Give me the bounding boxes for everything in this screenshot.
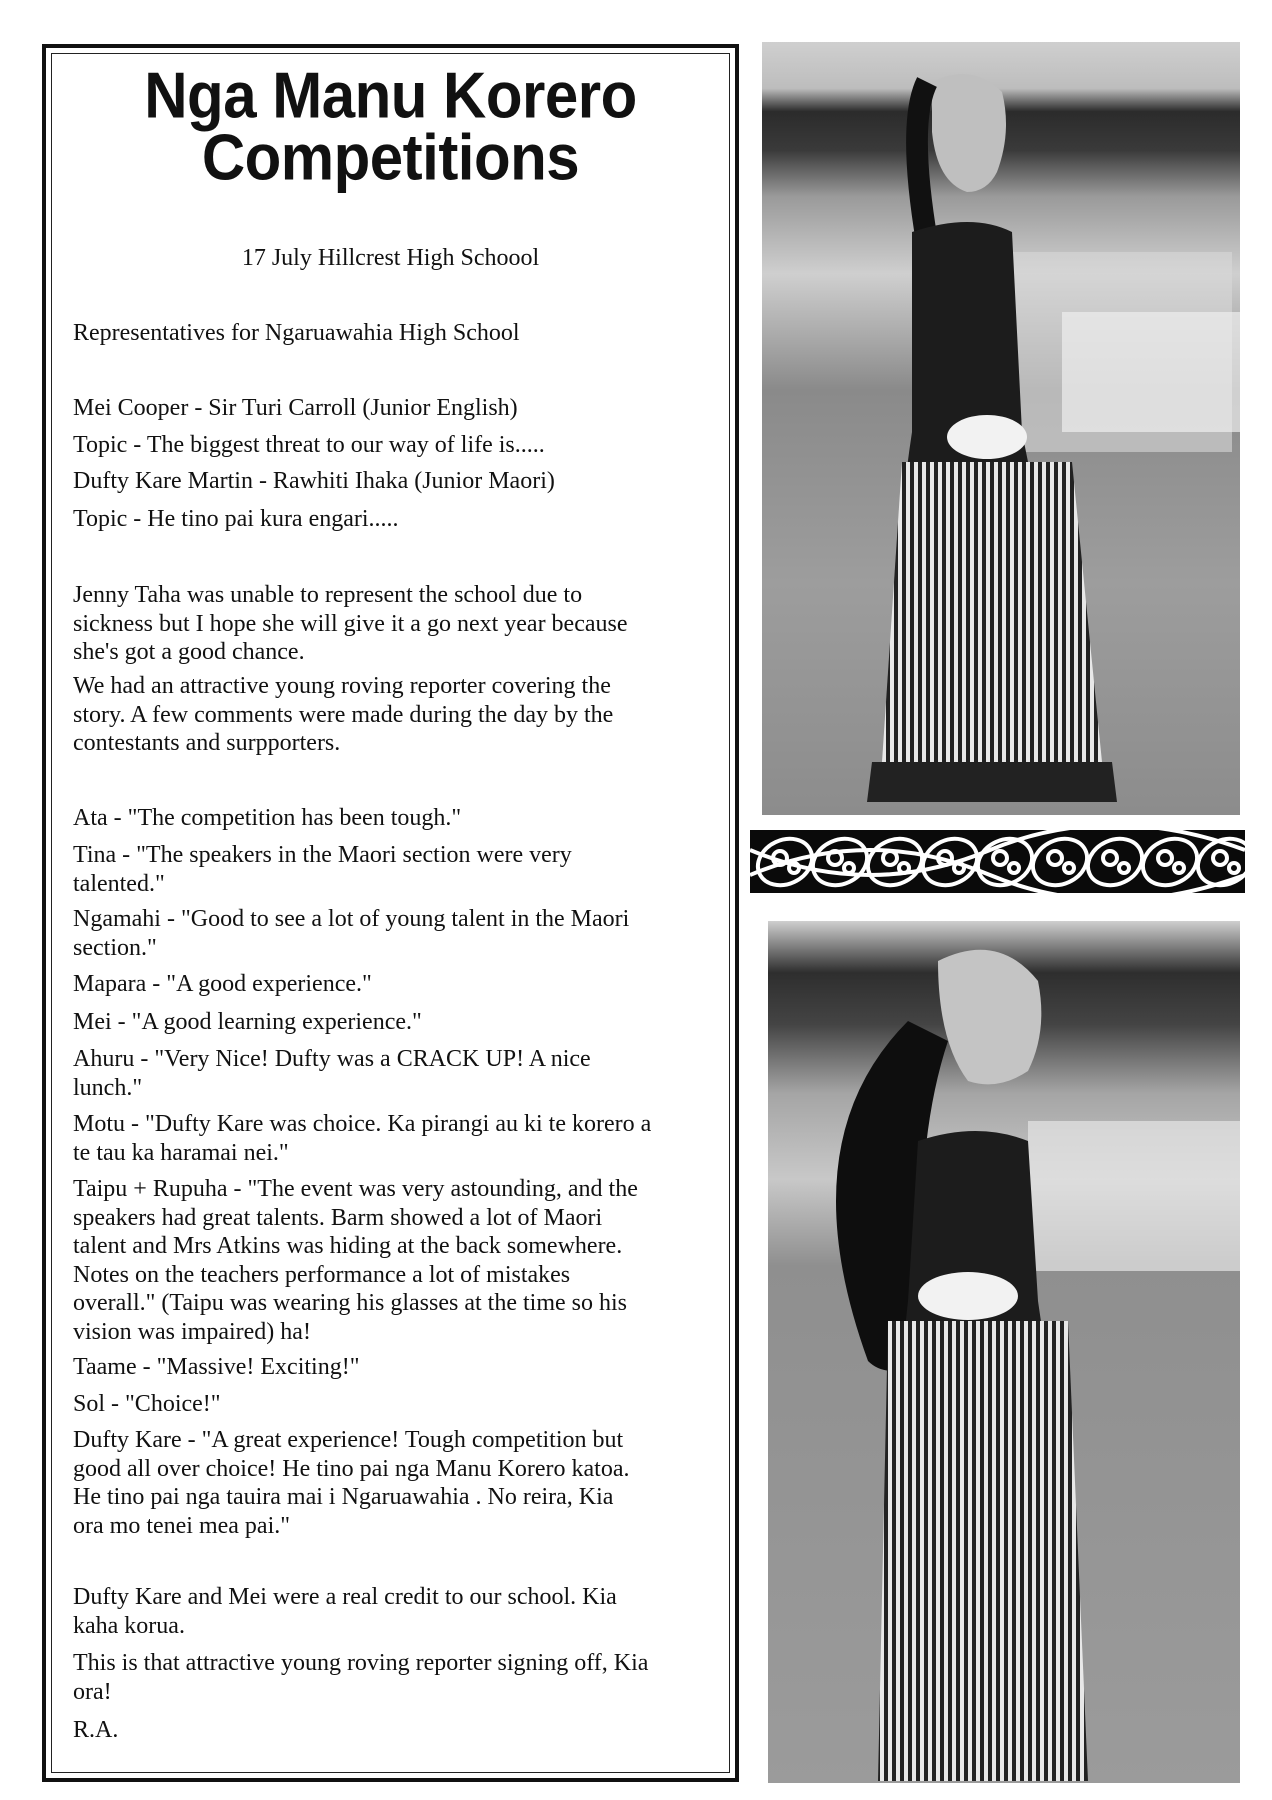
- paragraph-line: Dufty Kare and Mei were a real credit to our school. Kia: [73, 1584, 617, 1610]
- paragraph-line: Notes on the teachers performance a lot of mistakes: [73, 1261, 571, 1288]
- paragraph-line: Representatives for Ngaruawahia High School: [73, 320, 520, 346]
- article-paragraph: [73, 1426, 629, 1540]
- paragraph-line: contestants and surpporters.: [73, 730, 341, 756]
- paragraph-line: Ngamahi - "Good to see a lot of young talent in the Maori: [73, 906, 630, 932]
- paragraph-line: overall." (Taipu was wearing his glasses at the time so his: [73, 1290, 627, 1316]
- paragraph-line: lunch.": [73, 1074, 143, 1101]
- article-paragraph: [73, 394, 518, 423]
- paragraph-line: Motu - "Dufty Kare was choice. Ka pirangi au ki te korero a: [73, 1111, 652, 1137]
- photo-figure-1: [762, 42, 1240, 815]
- paragraph-line: Sol - "Choice!": [73, 1391, 221, 1417]
- paragraph-line: sickness but I hope she will give it a go next year because: [73, 610, 628, 637]
- paragraph-line: te tau ka haramai nei.": [73, 1139, 289, 1166]
- paragraph-line: Dufty Kare Martin - Rawhiti Ihaka (Junior Maori): [73, 468, 555, 494]
- paragraph-line: R.A.: [73, 1717, 119, 1743]
- paragraph-line: story. A few comments were made during the day by the: [73, 701, 614, 728]
- article-title-line2: Competitions: [201, 121, 580, 194]
- article-paragraph: [73, 1716, 118, 1745]
- paragraph-line: Mapara - "A good experience.": [73, 971, 372, 997]
- article-paragraph: [73, 841, 572, 898]
- paragraph-line: ora mo tenei mea pai.": [73, 1512, 291, 1539]
- paragraph-line: Mei - "A good learning experience.": [73, 1009, 422, 1035]
- paragraph-line: This is that attractive young roving reporter signing off, Kia: [73, 1650, 649, 1676]
- kowhaiwhai-pattern: [750, 830, 1245, 893]
- paragraph-line: section.": [73, 934, 157, 961]
- article-paragraph: [73, 905, 629, 962]
- article-paragraph: [73, 581, 628, 667]
- paragraph-line: ora!: [73, 1678, 112, 1705]
- paragraph-line: Ahuru - "Very Nice! Dufty was a CRACK UP! A nice: [73, 1046, 591, 1072]
- photo-speaker-1: [762, 42, 1240, 815]
- article-paragraph: [73, 1649, 648, 1706]
- paragraph-line: talent and Mrs Atkins was hiding at the back somewhere.: [73, 1233, 623, 1259]
- paragraph-line: He tino pai nga tauira mai i Ngaruawahia . No reira, Kia: [73, 1484, 614, 1510]
- paragraph-line: We had an attractive young roving reporter covering the: [73, 673, 611, 699]
- paragraph-line: good all over choice! He tino pai nga Manu Korero katoa.: [73, 1455, 630, 1482]
- paragraph-line: kaha korua.: [73, 1612, 185, 1639]
- paragraph-line: Taipu + Rupuha - "The event was very astounding, and the: [73, 1176, 638, 1202]
- kowhaiwhai-pattern-band: [750, 830, 1245, 893]
- dateline: 17 July Hillcrest High Schoool: [241, 245, 540, 271]
- article-paragraph: [73, 672, 613, 758]
- paragraph-line: Jenny Taha was unable to represent the school due to: [73, 582, 583, 608]
- paragraph-line: Tina - "The speakers in the Maori section were very: [73, 842, 572, 868]
- paragraph-line: vision was impaired) ha!: [73, 1318, 311, 1345]
- paragraph-line: talented.": [73, 870, 165, 897]
- paragraph-line: Ata - "The competition has been tough.": [73, 805, 462, 831]
- article-paragraph: [73, 1353, 360, 1382]
- article-paragraph: [73, 505, 399, 534]
- paragraph-line: Taame - "Massive! Exciting!": [73, 1354, 360, 1380]
- article-paragraph: [73, 1008, 422, 1037]
- article-paragraph: [73, 804, 461, 833]
- article-paragraph: [73, 1390, 221, 1419]
- article-paragraph: [73, 1045, 591, 1102]
- paragraph-line: Dufty Kare - "A great experience! Tough competition but: [73, 1427, 624, 1453]
- paragraph-line: Mei Cooper - Sir Turi Carroll (Junior English): [73, 395, 518, 421]
- article-paragraph: [73, 1175, 638, 1346]
- article-paragraph: [73, 1110, 651, 1167]
- article-paragraph: [73, 970, 372, 999]
- paragraph-line: she's got a good chance.: [73, 639, 305, 665]
- paragraph-line: Topic - He tino pai kura engari.....: [73, 506, 399, 532]
- paragraph-line: speakers had great talents. Barm showed a lot of Maori: [73, 1204, 603, 1231]
- article-paragraph: [73, 467, 555, 496]
- article-paragraph: [73, 1583, 617, 1640]
- article-title-line1: Nga Manu Korero: [144, 59, 637, 132]
- article-paragraph: [73, 431, 545, 460]
- photo-speaker-2: [768, 921, 1240, 1783]
- paragraph-line: Topic - The biggest threat to our way of life is.....: [73, 432, 545, 458]
- photo-figure-2: [768, 921, 1240, 1783]
- article-paragraph: [73, 319, 520, 348]
